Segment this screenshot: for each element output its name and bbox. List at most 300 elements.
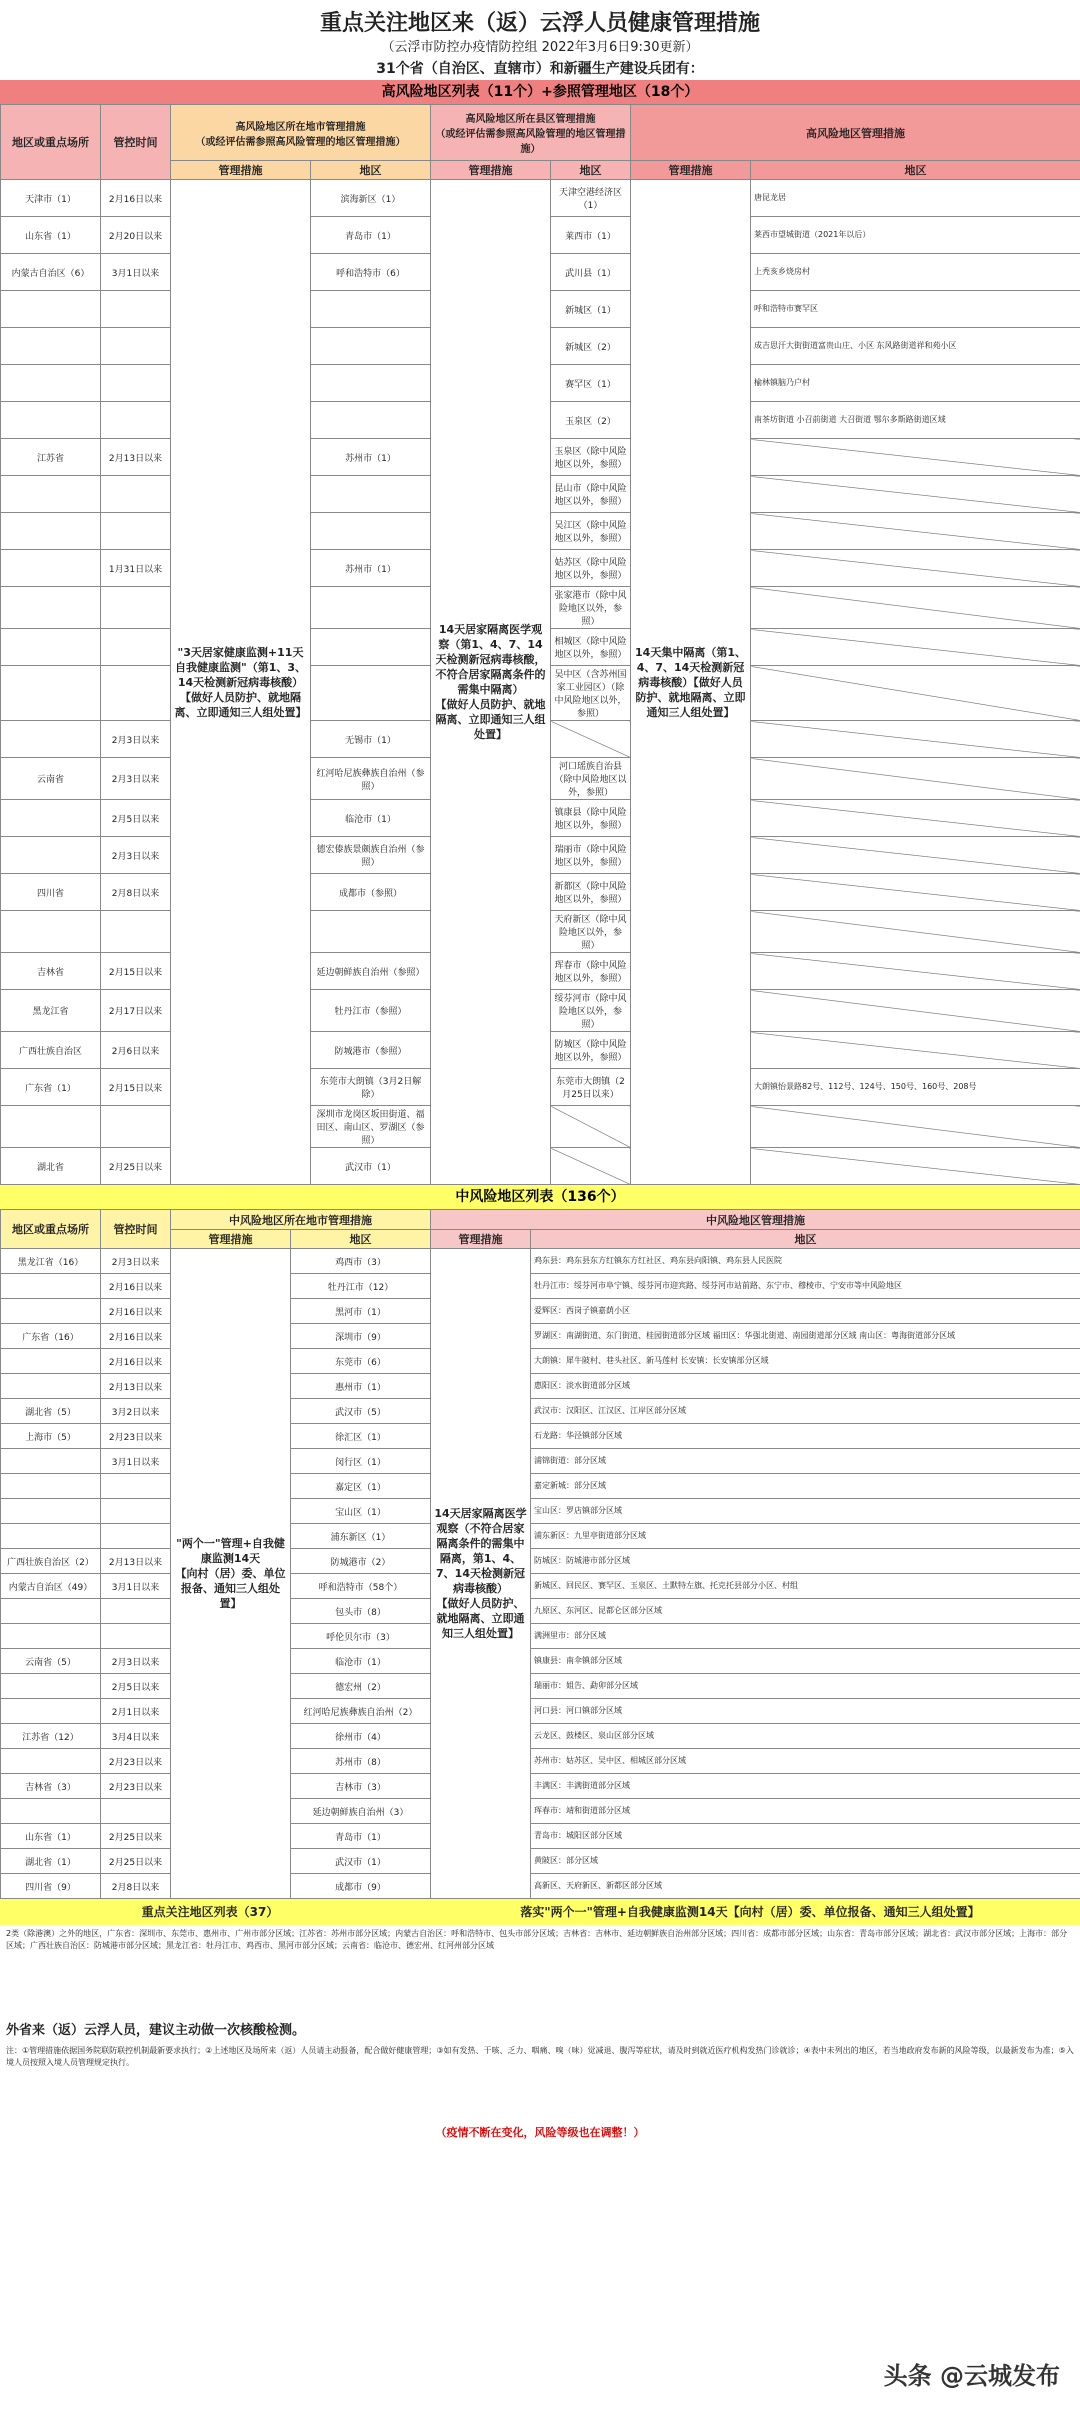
region-cell	[1, 291, 101, 328]
city-cell: 惠州市（1）	[291, 1374, 431, 1399]
time-cell: 2月1日以来	[101, 1699, 171, 1724]
area-cell: 河口县：河口镇部分区域	[531, 1699, 1080, 1724]
region-cell	[1, 837, 101, 874]
table-row	[1, 1274, 1080, 1299]
area-cell: 牡丹江市：绥芬河市阜宁镇、绥芬河市迎宾路、绥芬河市站前路、东宁市、穆棱市、宁安市等中风险地区	[531, 1274, 1080, 1299]
time-cell: 2月6日以来	[101, 1032, 171, 1069]
county-cell: 天津空港经济区（1）	[551, 180, 631, 217]
county-cell: 赛罕区（1）	[551, 365, 631, 402]
region-cell	[1, 1274, 101, 1299]
area-cell	[751, 758, 1080, 800]
region-cell	[1, 1299, 101, 1324]
high-area-measure-header: 高风险地区管理措施	[631, 105, 1080, 161]
city-cell: 滨海新区（1）	[311, 180, 431, 217]
city-cell: 嘉定区（1）	[291, 1474, 431, 1499]
page-subtitle: （云浮市防控办疫情防控组 2022年3月6日9:30更新）	[381, 40, 699, 55]
city-cell: 红河哈尼族彝族自治州（参照）	[311, 758, 431, 800]
high-risk-bar: 高风险地区列表（11个）+参照管理地区（18个）	[0, 80, 1080, 104]
area-cell: 南茶坊街道 小召前街道 大召街道 鄂尔多斯路街道区域	[751, 402, 1080, 439]
time-cell: 2月16日以来	[101, 1274, 171, 1299]
region-cell	[1, 1699, 101, 1724]
city-cell	[311, 476, 431, 513]
area-cell	[751, 629, 1080, 666]
city-cell: 呼和浩特市（58个）	[291, 1574, 431, 1599]
county-cell	[551, 1106, 631, 1148]
time-cell: 2月13日以来	[101, 1549, 171, 1574]
area-cell: 唐昆龙居	[751, 180, 1080, 217]
table-row	[1, 1724, 1080, 1749]
county-cell: 相城区（除中风险地区以外，参照）	[551, 629, 631, 666]
area-cell: 浦东新区：九里亭街道部分区域	[531, 1524, 1080, 1549]
region-cell: 山东省（1）	[1, 217, 101, 254]
region-cell: 湖北省	[1, 1148, 101, 1185]
city-cell: 浦东新区（1）	[291, 1524, 431, 1549]
area-cell: 浦锦街道：部分区域	[531, 1449, 1080, 1474]
city-cell: 苏州市（8）	[291, 1749, 431, 1774]
city-cell: 防城港市（2）	[291, 1549, 431, 1574]
table-row	[1, 1649, 1080, 1674]
table-row	[1, 1849, 1080, 1874]
region-cell: 广东省（16）	[1, 1324, 101, 1349]
county-cell: 瑞丽市（除中风险地区以外，参照）	[551, 837, 631, 874]
city-cell: 东莞市大朗镇（3月2日解除）	[311, 1069, 431, 1106]
time-cell: 2月8日以来	[101, 1874, 171, 1899]
time-cell: 2月17日以来	[101, 990, 171, 1032]
time-cell	[101, 1474, 171, 1499]
county-cell: 珲春市（除中风险地区以外，参照）	[551, 953, 631, 990]
area-cell	[751, 721, 1080, 758]
footer-warning: （疫情不断在变化，风险等级也在调整！）	[435, 2126, 645, 2139]
area-cell: 丰满区：丰满街道部分区域	[531, 1774, 1080, 1799]
table-row	[1, 1524, 1080, 1549]
county-cell: 东莞市大朗镇（2月25日以来）	[551, 1069, 631, 1106]
area-cell	[751, 953, 1080, 990]
medium-city-measure-header: 中风险地区所在地市管理措施	[171, 1210, 431, 1230]
city-cell: 牡丹江市（参照）	[311, 990, 431, 1032]
city-cell: 成都市（参照）	[311, 874, 431, 911]
time-cell: 2月3日以来	[101, 1649, 171, 1674]
region-cell	[1, 476, 101, 513]
time-cell: 2月16日以来	[101, 180, 171, 217]
area-cell: 爱辉区：西岗子镇嘉荫小区	[531, 1299, 1080, 1324]
county-measure-header: 高风险地区所在县区管理措施 （或经评估需参照高风险管理的地区管理措施）	[431, 105, 631, 161]
area-cell: 珲春市：靖和街道部分区域	[531, 1799, 1080, 1824]
region-cell: 内蒙古自治区（6）	[1, 254, 101, 291]
county-cell: 武川县（1）	[551, 254, 631, 291]
area-cell: 莱西市望城街道（2021年以后）	[751, 217, 1080, 254]
city-cell: 深圳市（9）	[291, 1324, 431, 1349]
area-cell: 青岛市：城阳区部分区域	[531, 1824, 1080, 1849]
col-time-header: 管控时间	[101, 105, 171, 180]
region-cell: 四川省（9）	[1, 1874, 101, 1899]
area-cell: 嘉定新城：部分区域	[531, 1474, 1080, 1499]
time-cell: 2月23日以来	[101, 1424, 171, 1449]
region-cell: 山东省（1）	[1, 1824, 101, 1849]
area-cell	[751, 587, 1080, 629]
time-cell: 2月16日以来	[101, 1324, 171, 1349]
table-row	[1, 180, 1080, 217]
time-cell: 3月1日以来	[101, 254, 171, 291]
region-cell: 江苏省	[1, 439, 101, 476]
city-cell: 防城港市（参照）	[311, 1032, 431, 1069]
city-cell: 无锡市（1）	[311, 721, 431, 758]
city-cell: 闵行区（1）	[291, 1449, 431, 1474]
area-cell	[751, 439, 1080, 476]
notes-text: 注：①管理措施依据国务院联防联控机制最新要求执行；②上述地区及场所来（返）人员请主动报备，配合做好健康管理；③如有发热、干咳、乏力、咽痛、嗅（味）觉减退、腹泻等症状，请及时到就近医疗机构发热门诊就诊；④表中未列出的地区，若当地政府发布新的风险等级，以最新发布为准；⑤入境人员按照入境人员管理规定执行。	[6, 2046, 1074, 2067]
time-cell	[101, 476, 171, 513]
time-cell	[101, 1499, 171, 1524]
city-cell: 德宏州（2）	[291, 1674, 431, 1699]
medium-area-measure-header: 中风险地区管理措施	[431, 1210, 1080, 1230]
region-cell	[1, 1474, 101, 1499]
city-cell: 延边朝鲜族自治州（参照）	[311, 953, 431, 990]
city-cell	[311, 328, 431, 365]
sub-measure-header: 管理措施	[171, 1230, 291, 1249]
time-cell: 2月15日以来	[101, 1069, 171, 1106]
col-region-header: 地区或重点场所	[1, 1210, 101, 1249]
region-cell	[1, 1349, 101, 1374]
region-cell: 天津市（1）	[1, 180, 101, 217]
city-cell: 红河哈尼族彝族自治州（2）	[291, 1699, 431, 1724]
time-cell: 2月13日以来	[101, 1374, 171, 1399]
time-cell	[101, 629, 171, 666]
time-cell: 1月31日以来	[101, 550, 171, 587]
region-cell	[1, 587, 101, 629]
city-cell: 武汉市（1）	[311, 1148, 431, 1185]
high-area-measure-cell: 14天集中隔离（第1、4、7、14天检测新冠病毒核酸）【做好人员防护、就地隔离、立即通知三人组处置】	[631, 180, 751, 1185]
area-cell: 宝山区：罗店镇部分区域	[531, 1499, 1080, 1524]
city-cell: 东莞市（6）	[291, 1349, 431, 1374]
city-measure-header: 高风险地区所在地市管理措施 （或经评估需参照高风险管理的地区管理措施）	[171, 105, 431, 161]
area-cell	[751, 911, 1080, 953]
area-cell	[751, 513, 1080, 550]
key-list-bar	[0, 1899, 1080, 1925]
city-cell: 青岛市（1）	[291, 1824, 431, 1849]
region-cell: 黑龙江省	[1, 990, 101, 1032]
region-cell: 吉林省（3）	[1, 1774, 101, 1799]
medium-risk-bar: 中风险地区列表（136个）	[0, 1185, 1080, 1209]
area-cell	[751, 874, 1080, 911]
area-cell: 罗湖区：南湖街道、东门街道、桂园街道部分区域 福田区：华强北街道、南园街道部分区域 南山区：粤海街道部分区域	[531, 1324, 1080, 1349]
time-cell: 2月23日以来	[101, 1774, 171, 1799]
sub-measure-header: 管理措施	[431, 161, 551, 180]
area-cell: 云龙区、鼓楼区、泉山区部分区域	[531, 1724, 1080, 1749]
region-cell	[1, 1799, 101, 1824]
city-cell: 鸡西市（3）	[291, 1249, 431, 1274]
area-cell: 石龙路：华泾镇部分区域	[531, 1424, 1080, 1449]
medium-risk-table	[0, 1209, 1080, 1899]
time-cell	[101, 911, 171, 953]
area-cell: 九原区、东河区、昆都仑区部分区域	[531, 1599, 1080, 1624]
county-cell: 玉泉区（除中风险地区以外，参照）	[551, 439, 631, 476]
area-cell	[751, 1032, 1080, 1069]
time-cell	[101, 587, 171, 629]
table-row	[1, 1749, 1080, 1774]
area-cell: 武汉市：汉阳区、江汉区、江岸区部分区域	[531, 1399, 1080, 1424]
county-cell: 吴中区（含苏州国家工业园区）（除中风险地区以外，参照）	[551, 666, 631, 721]
region-cell: 内蒙古自治区（49）	[1, 1574, 101, 1599]
region-cell	[1, 629, 101, 666]
city-cell: 包头市（8）	[291, 1599, 431, 1624]
region-cell: 云南省	[1, 758, 101, 800]
table-row	[1, 1874, 1080, 1899]
region-cell	[1, 1499, 101, 1524]
region-cell	[1, 800, 101, 837]
city-cell: 徐汇区（1）	[291, 1424, 431, 1449]
sub-area-header: 地区	[531, 1230, 1080, 1249]
time-cell	[101, 365, 171, 402]
city-cell: 呼伦贝尔市（3）	[291, 1624, 431, 1649]
time-cell: 3月1日以来	[101, 1449, 171, 1474]
time-cell: 2月23日以来	[101, 1749, 171, 1774]
county-cell: 张家港市（除中风险地区以外，参照）	[551, 587, 631, 629]
time-cell	[101, 1106, 171, 1148]
area-cell	[751, 666, 1080, 721]
time-cell: 3月1日以来	[101, 1574, 171, 1599]
area-cell: 上秃亥乡烧房村	[751, 254, 1080, 291]
time-cell	[101, 402, 171, 439]
area-cell: 呼和浩特市赛罕区	[751, 291, 1080, 328]
city-cell: 呼和浩特市（6）	[311, 254, 431, 291]
county-cell: 新城区（2）	[551, 328, 631, 365]
area-cell	[751, 1148, 1080, 1185]
city-cell	[311, 666, 431, 721]
area-cell: 新城区、回民区、赛罕区、玉泉区、土默特左旗、托克托县部分小区、村组	[531, 1574, 1080, 1599]
county-cell	[551, 721, 631, 758]
col-time-header: 管控时间	[101, 1210, 171, 1249]
city-cell: 牡丹江市（12）	[291, 1274, 431, 1299]
watermark-logo: 头条 @云城发布	[878, 2354, 1066, 2393]
time-cell	[101, 1799, 171, 1824]
city-cell: 武汉市（1）	[291, 1849, 431, 1874]
outside-province-notice: 外省来（返）云浮人员，建议主动做一次核酸检测。	[6, 2023, 306, 2038]
city-cell	[311, 291, 431, 328]
region-cell	[1, 1674, 101, 1699]
scope-text: 31个省（自治区、直辖市）和新疆生产建设兵团有：	[376, 61, 704, 77]
time-cell: 2月16日以来	[101, 1349, 171, 1374]
county-cell: 镇康县（除中风险地区以外，参照）	[551, 800, 631, 837]
region-cell	[1, 328, 101, 365]
region-cell: 云南省（5）	[1, 1649, 101, 1674]
city-cell: 黑河市（1）	[291, 1299, 431, 1324]
time-cell	[101, 666, 171, 721]
city-cell: 成都市（9）	[291, 1874, 431, 1899]
table-row	[1, 1299, 1080, 1324]
time-cell: 2月25日以来	[101, 1824, 171, 1849]
area-cell	[751, 550, 1080, 587]
table-row	[1, 1474, 1080, 1499]
city-cell: 临沧市（1）	[291, 1649, 431, 1674]
sub-area-header: 地区	[311, 161, 431, 180]
region-cell: 广西壮族自治区	[1, 1032, 101, 1069]
table-row	[1, 1249, 1080, 1274]
time-cell: 2月5日以来	[101, 1674, 171, 1699]
city-cell: 武汉市（5）	[291, 1399, 431, 1424]
sub-measure-header: 管理措施	[631, 161, 751, 180]
time-cell	[101, 328, 171, 365]
table-row	[1, 1699, 1080, 1724]
city-measure-cell: "3天居家健康监测+11天自我健康监测"（第1、3、14天检测新冠病毒核酸） 【做好人员防护、就地隔离、立即通知三人组处置】	[171, 180, 311, 1185]
city-cell: 宝山区（1）	[291, 1499, 431, 1524]
county-cell: 防城区（除中风险地区以外，参照）	[551, 1032, 631, 1069]
area-cell: 防城区：防城港市部分区域	[531, 1549, 1080, 1574]
table-row	[1, 1824, 1080, 1849]
region-cell	[1, 666, 101, 721]
key-list-measure: 落实"两个一"管理+自我健康监测14天【向村（居）委、单位报备、通知三人组处置】	[520, 1905, 980, 1919]
time-cell	[101, 1524, 171, 1549]
area-cell: 瑞丽市：姐告、勐卯部分区域	[531, 1674, 1080, 1699]
region-cell	[1, 1374, 101, 1399]
time-cell: 2月25日以来	[101, 1849, 171, 1874]
city-cell: 苏州市（1）	[311, 439, 431, 476]
table-row	[1, 1674, 1080, 1699]
region-cell	[1, 721, 101, 758]
table-row	[1, 1424, 1080, 1449]
area-cell: 鸡东县：鸡东县东方红镇东方红社区、鸡东县向阳镇、鸡东县人民医院	[531, 1249, 1080, 1274]
time-cell: 2月20日以来	[101, 217, 171, 254]
area-cell	[751, 800, 1080, 837]
table-row	[1, 1624, 1080, 1649]
region-cell: 四川省	[1, 874, 101, 911]
region-cell: 上海市（5）	[1, 1424, 101, 1449]
region-cell: 湖北省（5）	[1, 1399, 101, 1424]
time-cell: 2月25日以来	[101, 1148, 171, 1185]
city-cell	[311, 365, 431, 402]
city-cell: 延边朝鲜族自治州（3）	[291, 1799, 431, 1824]
region-cell	[1, 513, 101, 550]
area-cell: 惠阳区：淡水街道部分区域	[531, 1374, 1080, 1399]
table-row	[1, 1599, 1080, 1624]
city-cell: 徐州市（4）	[291, 1724, 431, 1749]
region-cell: 黑龙江省（16）	[1, 1249, 101, 1274]
time-cell: 2月16日以来	[101, 1299, 171, 1324]
sub-area-header: 地区	[551, 161, 631, 180]
city-cell: 青岛市（1）	[311, 217, 431, 254]
county-cell: 天府新区（除中风险地区以外，参照）	[551, 911, 631, 953]
region-cell: 广东省（1）	[1, 1069, 101, 1106]
area-cell: 大朗镇怡景路82号、112号、124号、150号、160号、208号	[751, 1069, 1080, 1106]
region-cell	[1, 365, 101, 402]
region-cell	[1, 911, 101, 953]
city-cell: 临沧市（1）	[311, 800, 431, 837]
area-cell: 榆林镇脑乃户村	[751, 365, 1080, 402]
county-cell: 吴江区（除中风险地区以外，参照）	[551, 513, 631, 550]
table-row	[1, 1574, 1080, 1599]
medium-area-measure-cell: 14天居家隔离医学观察（不符合居家隔离条件的需集中隔离，第1、4、7、14天检测新冠病毒核酸） 【做好人员防护、就地隔离、立即通知三人组处置】	[431, 1249, 531, 1899]
time-cell	[101, 1599, 171, 1624]
area-cell: 大朗镇：犀牛陂村、巷头社区、新马莲村 长安镇：长安镇部分区域	[531, 1349, 1080, 1374]
area-cell	[751, 990, 1080, 1032]
county-cell: 昆山市（除中风险地区以外，参照）	[551, 476, 631, 513]
time-cell: 2月15日以来	[101, 953, 171, 990]
region-cell: 广西壮族自治区（2）	[1, 1549, 101, 1574]
time-cell: 2月3日以来	[101, 721, 171, 758]
region-cell	[1, 402, 101, 439]
area-cell	[751, 837, 1080, 874]
county-cell: 河口瑶族自治县（除中风险地区以外，参照）	[551, 758, 631, 800]
region-cell	[1, 1749, 101, 1774]
region-cell	[1, 1624, 101, 1649]
area-cell: 镇康县：南伞镇部分区域	[531, 1649, 1080, 1674]
time-cell	[101, 513, 171, 550]
county-cell: 莱西市（1）	[551, 217, 631, 254]
time-cell: 3月2日以来	[101, 1399, 171, 1424]
sub-area-header: 地区	[291, 1230, 431, 1249]
time-cell: 2月13日以来	[101, 439, 171, 476]
region-cell	[1, 1524, 101, 1549]
time-cell	[101, 1624, 171, 1649]
time-cell: 2月3日以来	[101, 1249, 171, 1274]
time-cell: 2月5日以来	[101, 800, 171, 837]
table-row	[1, 1799, 1080, 1824]
region-cell	[1, 550, 101, 587]
region-cell: 湖北省（1）	[1, 1849, 101, 1874]
city-cell: 吉林市（3）	[291, 1774, 431, 1799]
region-cell	[1, 1599, 101, 1624]
table-row	[1, 1374, 1080, 1399]
table-row	[1, 1549, 1080, 1574]
county-cell: 玉泉区（2）	[551, 402, 631, 439]
table-row	[1, 1324, 1080, 1349]
table-row	[1, 1774, 1080, 1799]
city-cell	[311, 513, 431, 550]
high-risk-table	[0, 104, 1080, 1185]
area-cell: 满洲里市：部分区域	[531, 1624, 1080, 1649]
city-cell: 德宏傣族景颇族自治州（参照）	[311, 837, 431, 874]
key-list-title: 重点关注地区列表（37）	[141, 1905, 279, 1919]
county-cell: 新城区（1）	[551, 291, 631, 328]
area-cell: 成吉思汗大街街道富贵山庄、小区 东风路街道祥和苑小区	[751, 328, 1080, 365]
time-cell: 2月3日以来	[101, 758, 171, 800]
county-cell	[551, 1148, 631, 1185]
city-cell: 苏州市（1）	[311, 550, 431, 587]
table-row	[1, 1499, 1080, 1524]
city-cell	[311, 911, 431, 953]
sub-area-header: 地区	[751, 161, 1080, 180]
time-cell	[101, 291, 171, 328]
city-cell	[311, 402, 431, 439]
region-cell	[1, 1449, 101, 1474]
area-cell: 黄陂区：部分区域	[531, 1849, 1080, 1874]
area-cell: 苏州市：姑苏区、吴中区、相城区部分区域	[531, 1749, 1080, 1774]
medium-city-measure-cell: "两个一"管理+自我健康监测14天 【向村（居）委、单位报备、通知三人组处置】	[171, 1249, 291, 1899]
city-cell	[311, 587, 431, 629]
city-cell	[311, 629, 431, 666]
county-measure-cell: 14天居家隔离医学观察（第1、4、7、14天检测新冠病毒核酸，不符合居家隔离条件的需集中隔离） 【做好人员防护、就地隔离、立即通知三人组处置】	[431, 180, 551, 1185]
sub-measure-header: 管理措施	[171, 161, 311, 180]
table-row	[1, 1449, 1080, 1474]
county-cell: 新都区（除中风险地区以外，参照）	[551, 874, 631, 911]
area-cell	[751, 476, 1080, 513]
sub-measure-header: 管理措施	[431, 1230, 531, 1249]
county-cell: 绥芬河市（除中风险地区以外，参照）	[551, 990, 631, 1032]
region-cell: 江苏省（12）	[1, 1724, 101, 1749]
region-cell	[1, 1106, 101, 1148]
area-cell: 高新区、天府新区、新都区部分区域	[531, 1874, 1080, 1899]
page-title: 重点关注地区来（返）云浮人员健康管理措施	[319, 11, 760, 36]
time-cell: 3月4日以来	[101, 1724, 171, 1749]
col-region-header: 地区或重点场所	[1, 105, 101, 180]
table-row	[1, 1399, 1080, 1424]
time-cell: 2月8日以来	[101, 874, 171, 911]
time-cell: 2月3日以来	[101, 837, 171, 874]
key-list-text: 2类（除港澳）之外的地区，广东省：深圳市、东莞市、惠州市、广州市部分区域；江苏省：苏州市部分区域；内蒙古自治区：呼和浩特市、包头市部分区域；吉林省：吉林市、延边朝鲜族自治州部分区域；四川省：成都市部分区域；山东省：青岛市部分区域；湖北省：武汉市部分区域；上海市：部分区域；广西壮族自治区：防城港市部分区域；黑龙江省：牡丹江市、鸡西市、黑河市部分区域；云南省：临沧市、德宏州、红河州部分区域	[6, 1929, 1068, 1950]
region-cell: 吉林省	[1, 953, 101, 990]
city-cell: 深圳市龙岗区坂田街道、福田区、南山区、罗湖区（参照）	[311, 1106, 431, 1148]
table-row	[1, 1349, 1080, 1374]
county-cell: 姑苏区（除中风险地区以外，参照）	[551, 550, 631, 587]
area-cell	[751, 1106, 1080, 1148]
